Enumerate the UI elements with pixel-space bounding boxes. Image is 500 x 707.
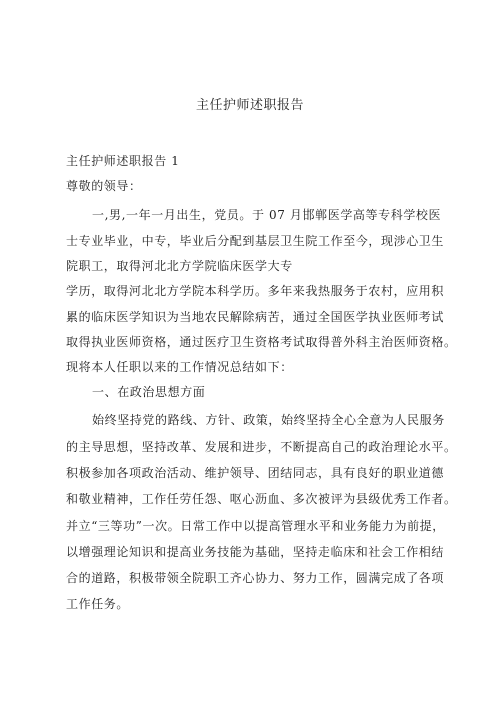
paragraph-line: 合的道路，积极带领全院职工齐心协力、努力工作，圆满完成了各项 bbox=[66, 571, 445, 585]
document-title: 主任护师述职报告 bbox=[195, 98, 304, 113]
salutation: 尊敬的领导： bbox=[66, 179, 142, 193]
paragraph-line: 以增强理论知识和提高业务技能为基础，坚持走临床和社会工作相结 bbox=[66, 545, 445, 559]
paragraph-line: 累的临床医学知识为当地农民解除病苦，通过全国医学执业医师考试 bbox=[66, 310, 445, 324]
paragraph-line: 积极参加各项政治活动、维护领导、团结同志，具有良好的职业道德 bbox=[66, 466, 445, 480]
paragraph-line: 取得执业医师资格，通过医疗卫生资格考试取得普外科主治医师资格。 bbox=[66, 335, 457, 349]
section-heading: 一、在政治思想方面 bbox=[92, 385, 206, 399]
paragraph-line: 工作任务。 bbox=[66, 597, 130, 611]
paragraph-line: 院职工，取得河北北方学院临床医学大专 bbox=[66, 259, 293, 273]
paragraph-line: 学历，取得河北北方学院本科学历。多年来我热服务于农村，应用积 bbox=[66, 284, 445, 298]
paragraph-line: 现将本人任职以来的工作情况总结如下： bbox=[66, 360, 293, 374]
paragraph-line: 的主导思想，坚持改革、发展和进步，不断提高自己的政治理论水平。 bbox=[66, 440, 457, 454]
paragraph-line: 和敬业精神，工作任劳任怨、呕心沥血、多次被评为县级优秀工作者。 bbox=[66, 492, 457, 506]
paragraph-line: 并立“三等功”一次。日常工作中以提高管理水平和业务能力为前提， bbox=[66, 519, 445, 533]
paragraph-line: 始终坚持党的路线、方针、政策，始终坚持全心全意为人民服务 bbox=[92, 413, 445, 427]
paragraph-line: 士专业毕业，中专，毕业后分配到基层卫生院工作至今，现涉心卫生 bbox=[66, 234, 445, 248]
paragraph-line: 一,男,一年一月出生，党员。于 07 月邯郸医学高等专科学校医 bbox=[92, 208, 442, 222]
report-subtitle: 主任护师述职报告 1 bbox=[66, 154, 180, 168]
